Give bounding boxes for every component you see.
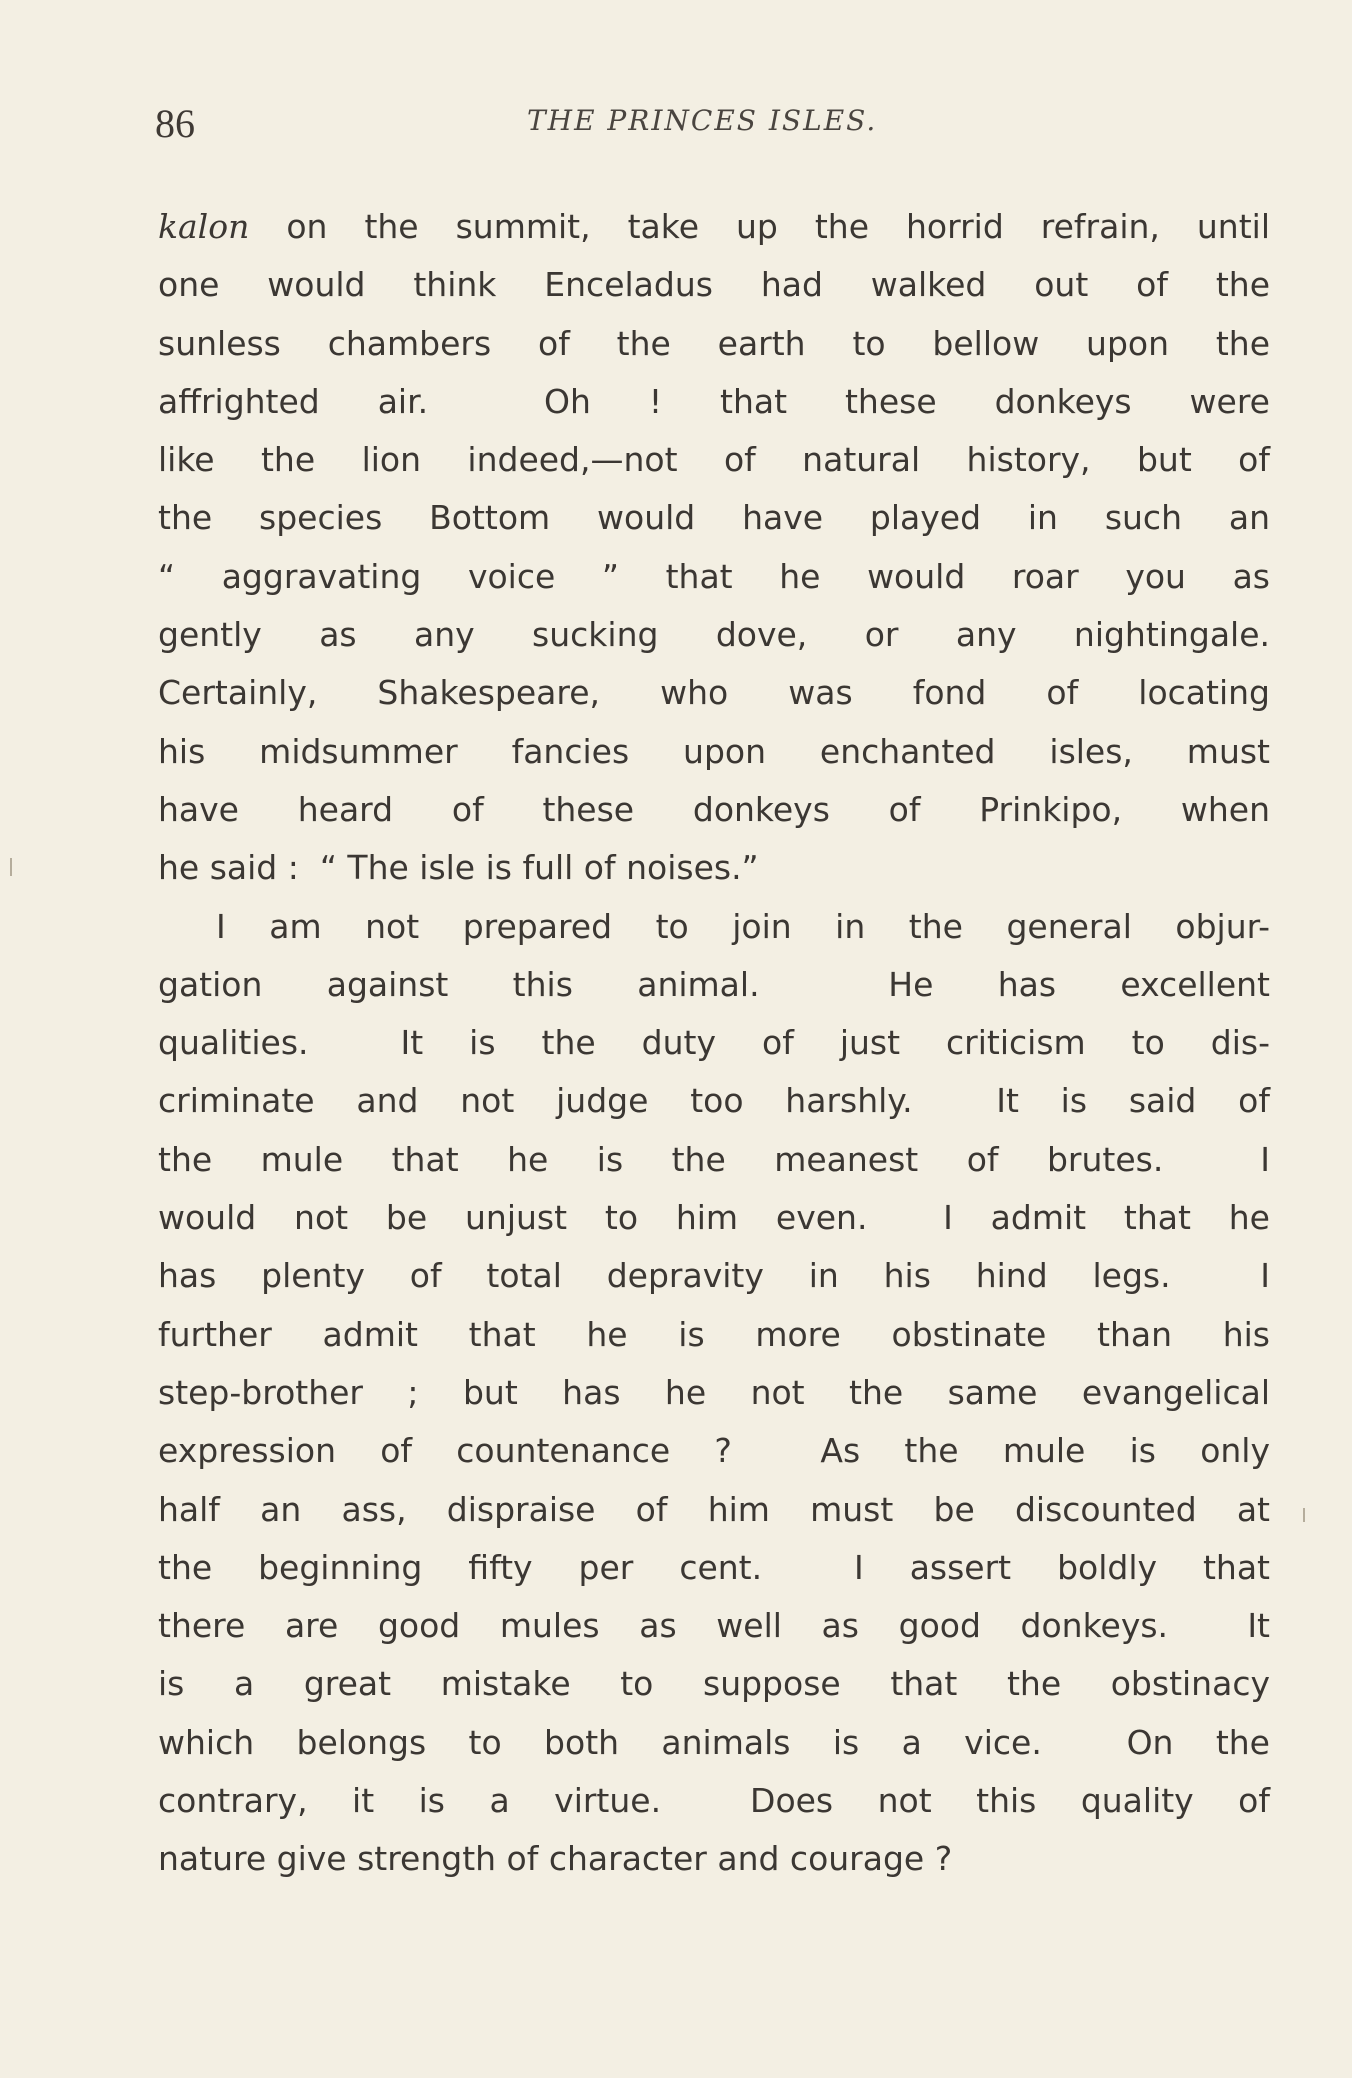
- text-line: step-brother ; but has he not the same evangelical: [158, 1372, 1270, 1412]
- text-line: half an ass, dispraise of him must be discounted at: [158, 1489, 1270, 1529]
- text-line: further admit that he is more obstinate than his: [158, 1314, 1270, 1354]
- paper-fleck: [1303, 1508, 1305, 1522]
- text-line: the species Bottom would have played in such an: [158, 498, 1270, 538]
- text-line: qualities. It is the duty of just criticism to dis-: [158, 1023, 1270, 1063]
- text-line: expression of countenance ? As the mule is only: [158, 1431, 1270, 1471]
- text-line: like the lion indeed,—not of natural history, but of: [158, 440, 1270, 480]
- text-line: gation against this animal. He has excellent: [158, 964, 1270, 1004]
- text-line: he said : “ The isle is full of noises.”: [158, 848, 759, 888]
- text-line: his midsummer fancies upon enchanted isles, must: [158, 731, 1270, 771]
- text-line: one would think Enceladus had walked out of the: [158, 265, 1270, 305]
- page-header: [155, 100, 1265, 156]
- line-text: on the summit, take up the horrid refrain, until: [249, 207, 1270, 246]
- text-line: has plenty of total depravity in his hind legs. I: [158, 1256, 1270, 1296]
- text-line: nature give strength of character and courage ?: [158, 1839, 953, 1879]
- page-number: 86: [155, 101, 195, 146]
- italic-word: kalon: [158, 207, 250, 246]
- running-title: THE PRINCES ISLES.: [527, 104, 878, 137]
- paper-fleck: [10, 858, 12, 876]
- text-line: gently as any sucking dove, or any nightingale.: [158, 615, 1270, 655]
- text-line: “ aggravating voice ” that he would roar you as: [158, 556, 1270, 596]
- text-line: I am not prepared to join in the general objur-: [216, 906, 1270, 946]
- text-line: [158, 198, 1270, 256]
- text-line: is a great mistake to suppose that the obstinacy: [158, 1664, 1270, 1704]
- text-line: contrary, it is a virtue. Does not this quality of: [158, 1781, 1270, 1821]
- text-line: would not be unjust to him even. I admit that he: [158, 1198, 1270, 1238]
- text-line: which belongs to both animals is a vice. On the: [158, 1722, 1270, 1762]
- text-line: the mule that he is the meanest of brutes. I: [158, 1139, 1270, 1179]
- body-text: [158, 198, 1270, 1889]
- text-line: Certainly, Shakespeare, who was fond of locating: [158, 673, 1270, 713]
- text-line: the beginning fifty per cent. I assert boldly that: [158, 1547, 1270, 1587]
- text-line: affrighted air. Oh ! that these donkeys were: [158, 381, 1270, 421]
- text-line: criminate and not judge too harshly. It is said of: [158, 1081, 1270, 1121]
- text-line: there are good mules as well as good donkeys. It: [158, 1606, 1270, 1646]
- text-line: have heard of these donkeys of Prinkipo, when: [158, 789, 1270, 829]
- text-line: sunless chambers of the earth to bellow upon the: [158, 323, 1270, 363]
